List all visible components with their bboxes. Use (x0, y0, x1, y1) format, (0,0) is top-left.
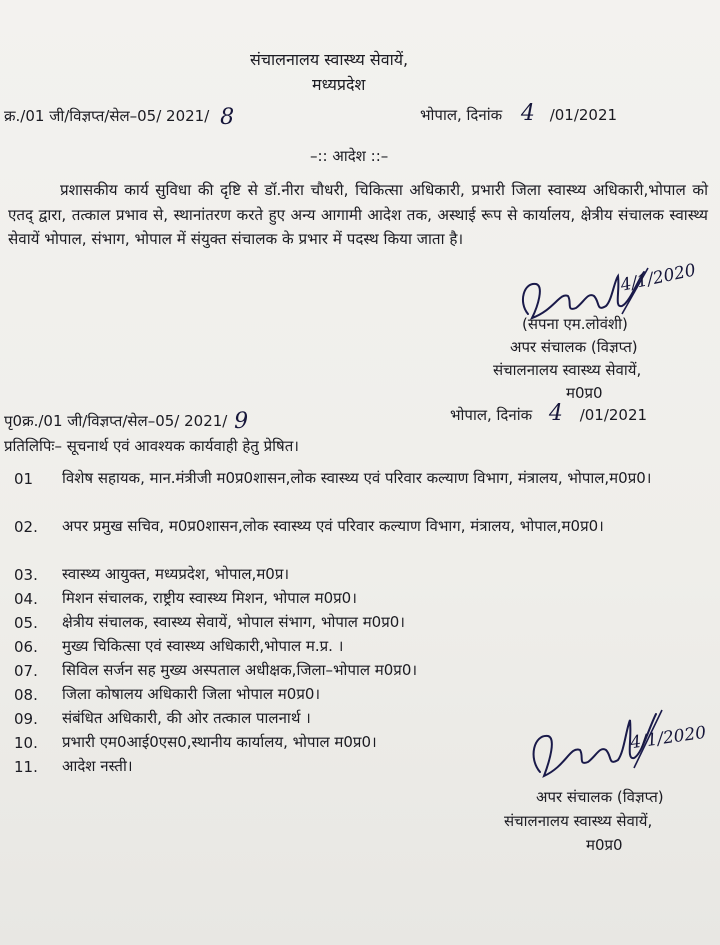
endorsement-date-suffix: /01/2021 (579, 406, 648, 424)
list-item-number: 07. (14, 662, 38, 680)
list-item-text: सिविल सर्जन सह मुख्य अस्पताल अधीक्षक,जिला–भोपाल म0प्र0। (62, 661, 418, 679)
endorsement-place-date-label: भोपाल, दिनांक (450, 406, 533, 424)
endorsement-date (450, 401, 648, 426)
endorsement-number-text: पृ0क्र./01 जी/विज्ञप्त/सेल–05/ 2021/ (4, 412, 228, 430)
list-item-number: 09. (14, 710, 38, 728)
list-item-number: 04. (14, 590, 38, 608)
signatory-1-name: (सपना एम.लोवंशी) (522, 315, 628, 333)
signature-2 (524, 706, 714, 786)
order-number-text: क्र./01 जी/विज्ञप्त/सेल–05/ 2021/ (4, 107, 210, 125)
copy-to-line: प्रतिलिपिः– सूचनार्थ एवं आवश्यक कार्यवाही हेतु प्रेषित। (4, 437, 299, 455)
order-day-handwritten: 4 (520, 101, 535, 126)
order-date (420, 101, 618, 126)
list-item-number: 11. (14, 758, 38, 776)
order-number-handwritten: 8 (220, 105, 235, 130)
list-item-number: 08. (14, 686, 38, 704)
list-item-text: अपर प्रमुख सचिव, म0प्र0शासन,लोक स्वास्थ्य एवं परिवार कल्याण विभाग, मंत्रालय, भोपाल,म0प्र0। (62, 517, 604, 535)
list-item-text: मिशन संचालक, राष्ट्रीय स्वास्थ्य मिशन, भोपाल म0प्र0। (62, 589, 357, 607)
list-item-text: संबंधित अधिकारी, की ओर तत्काल पालनार्थ । (62, 709, 311, 727)
list-item-number: 06. (14, 638, 38, 656)
list-item-text: विशेष सहायक, मान.मंत्रीजी म0प्र0शासन,लोक स्वास्थ्य एवं परिवार कल्याण विभाग, मंत्रालय, भोपाल,म0प्र0। (62, 469, 652, 487)
order-place-date-label: भोपाल, दिनांक (420, 106, 503, 124)
list-item-text: जिला कोषालय अधिकारी जिला भोपाल म0प्र0। (62, 685, 321, 703)
order-title: –:: आदेश ::– (310, 147, 389, 165)
signatory-1-state: म0प्र0 (566, 384, 603, 402)
list-item-number: 02. (14, 518, 38, 536)
list-item-text: स्वास्थ्य आयुक्त, मध्यप्रदेश, भोपाल,म0प्र। (62, 565, 290, 583)
signatory-2-state: म0प्र0 (586, 836, 623, 854)
list-item-text: क्षेत्रीय संचालक, स्वास्थ्य सेवायें, भोपाल संभाग, भोपाल म0प्र0। (62, 613, 405, 631)
department-heading: संचालनालय स्वास्थ्य सेवायें, (250, 50, 409, 69)
endorsement-day-handwritten: 4 (548, 401, 563, 426)
state-heading: मध्यप्रदेश (312, 75, 366, 94)
list-item-number: 03. (14, 566, 38, 584)
signature-1-date: 4/1/2020 (618, 260, 698, 296)
signatory-2-office: संचालनालय स्वास्थ्य सेवायें, (504, 812, 653, 830)
signatory-2-designation: अपर संचालक (विज्ञप्त) (536, 788, 664, 806)
list-item-text: प्रभारी एम0आई0एस0,स्थानीय कार्यालय, भोपाल म0प्र0। (62, 733, 377, 751)
order-body: प्रशासकीय कार्य सुविधा की दृष्टि से डॉ.नीरा चौधरी, चिकित्सा अधिकारी, प्रभारी जिला स्वास्थ्य अधिकारी,भोपाल को एतद् द्वारा, तत्काल प्रभाव से, स्थानांतरण करते हुए अन्य आगामी आदेश तक, अस्थाई रूप से कार्यालय, क्षेत्रीय संचालक स्वास्थ्य सेवायें भोपाल, संभाग, भोपाल में संयुक्त संचालक के प्रभार में पदस्थ किया जाता है। (8, 181, 708, 248)
signature-2-date: 4/1/2020 (628, 722, 708, 754)
endorsement-number-handwritten: 9 (234, 409, 249, 434)
list-item-text: मुख्य चिकित्सा एवं स्वास्थ्य अधिकारी,भोपाल म.प्र. । (62, 637, 344, 655)
order-number (4, 105, 235, 130)
list-item-number: 10. (14, 734, 38, 752)
list-item-number: 01 (14, 470, 34, 488)
list-item-text: आदेश नस्ती। (62, 757, 133, 775)
endorsement-number (4, 409, 249, 434)
signatory-1-office: संचालनालय स्वास्थ्य सेवायें, (493, 361, 642, 379)
list-item-number: 05. (14, 614, 38, 632)
order-date-suffix: /01/2021 (549, 106, 618, 124)
signatory-1-designation: अपर संचालक (विज्ञप्त) (510, 338, 638, 356)
